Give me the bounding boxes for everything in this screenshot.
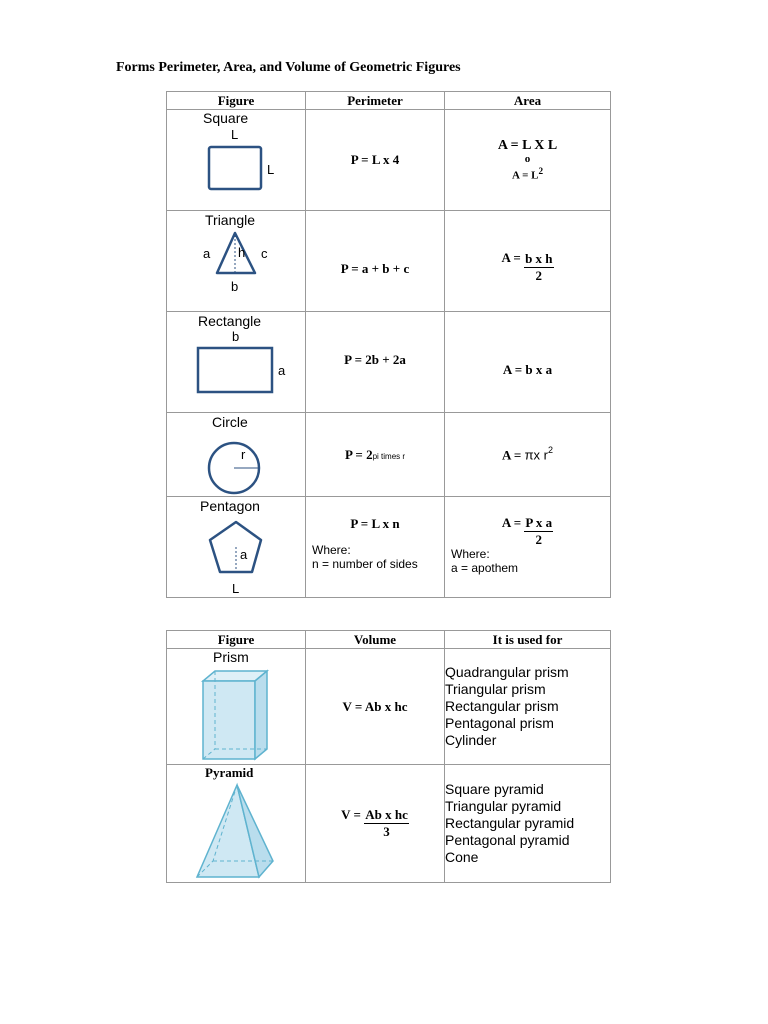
pentagon-area-fraction: [524, 515, 553, 548]
square-figure-cell: [167, 110, 306, 211]
circle-area-exponent: 2: [548, 444, 554, 455]
pentagon-perimeter-where: Where:: [312, 543, 351, 557]
prism-volume-formula: V = Ab x hc: [342, 698, 408, 714]
pyramid-volume-denominator: 3: [383, 823, 390, 839]
pentagon-name: Pentagon: [200, 498, 260, 514]
header-perimeter: Perimeter: [306, 92, 445, 110]
triangle-area-prefix: A =: [501, 250, 525, 265]
pyramid-volume-cell: [306, 765, 445, 883]
table-row-prism: [167, 649, 611, 765]
square-shape-icon: [167, 110, 306, 211]
triangle-area-numerator: b x h: [525, 251, 553, 266]
table-row-square: [167, 110, 611, 211]
pentagon-area-denominator: 2: [535, 532, 543, 547]
table-row-pentagon: [167, 497, 611, 598]
square-perimeter-cell: [306, 110, 445, 211]
table-header-row: [167, 631, 611, 649]
square-top-label: L: [231, 127, 239, 142]
list-item: Pentagonal pyramid: [445, 832, 570, 848]
circle-perimeter-small: pi times r: [372, 451, 406, 461]
triangle-label-h: h: [238, 245, 246, 260]
circle-area-cell: [445, 413, 611, 497]
triangle-perimeter-formula: P = a + b + c: [340, 261, 410, 276]
pentagon-perimeter-cell: [306, 497, 445, 598]
prism-uses-cell: [445, 649, 611, 765]
table-row-rectangle: [167, 312, 611, 413]
triangle-area-denominator: 2: [535, 268, 543, 283]
triangle-label-a: a: [203, 246, 211, 261]
pentagon-area-note: a = apothem: [451, 561, 519, 575]
circle-area-prefix: A =: [501, 447, 525, 463]
pyramid-figure-cell: [167, 765, 306, 883]
rectangle-perimeter-cell: [306, 312, 445, 413]
circle-perimeter-cell: [306, 413, 445, 497]
rectangle-label-a: a: [278, 363, 286, 378]
pyramid-volume-numerator: Ab x hc: [365, 806, 408, 822]
prism-figure-cell: [167, 649, 306, 765]
circle-area-pi: πx r: [524, 447, 548, 463]
triangle-name: Triangle: [205, 212, 256, 228]
pentagon-area-cell: [445, 497, 611, 598]
circle-name: Circle: [212, 414, 248, 430]
rectangle-area-formula: A = b x a: [502, 362, 553, 377]
list-item: Cone: [445, 849, 479, 865]
triangle-figure-cell: [167, 211, 306, 312]
rectangle-area-cell: [445, 312, 611, 413]
square-perimeter-formula: P = L x 4: [350, 152, 400, 167]
list-item: Rectangular prism: [445, 698, 559, 714]
prism-shape-icon: [167, 649, 306, 765]
pentagon-figure-cell: [167, 497, 306, 598]
square-name: Square: [203, 110, 249, 126]
pentagon-label-l: L: [232, 581, 240, 596]
circle-label-r: r: [241, 447, 246, 462]
page-title: Forms Perimeter, Area, and Volume of Geometric Figures: [116, 60, 461, 75]
table-row-triangle: [167, 211, 611, 312]
rectangle-figure-cell: [167, 312, 306, 413]
triangle-perimeter-cell: [306, 211, 445, 312]
pentagon-area-where: Where:: [451, 547, 490, 561]
pyramid-uses-cell: [445, 765, 611, 883]
circle-figure-cell: [167, 413, 306, 497]
square-area-formula: A = L X L: [497, 137, 558, 153]
circle-perimeter-formula: P = 2: [344, 446, 373, 462]
triangle-label-b: b: [231, 279, 239, 294]
list-item: Rectangular pyramid: [445, 815, 575, 831]
list-item: Triangular pyramid: [445, 798, 562, 814]
volume-table: [166, 630, 611, 883]
rectangle-perimeter-formula: P = 2b + 2a: [344, 352, 406, 367]
pyramid-name: Pyramid: [205, 765, 254, 780]
header-figure: Figure: [167, 631, 306, 649]
prism-volume-cell: [306, 649, 445, 765]
square-side-label: L: [267, 162, 275, 177]
header-figure: Figure: [167, 92, 306, 110]
triangle-shape-icon: [167, 211, 306, 312]
triangle-area-fraction: [524, 251, 553, 284]
header-volume: Volume: [306, 631, 445, 649]
circle-shape-icon: [167, 413, 306, 497]
pentagon-perimeter-note: n = number of sides: [312, 557, 418, 571]
prism-name: Prism: [213, 649, 249, 665]
list-item: Square pyramid: [445, 781, 544, 797]
pyramid-volume-fraction: [364, 807, 409, 840]
list-item: Quadrangular prism: [445, 664, 569, 680]
pentagon-area-numerator: P x a: [525, 515, 553, 530]
header-uses: It is used for: [445, 631, 611, 649]
perimeter-area-table: [166, 91, 611, 598]
square-area-alt: [445, 165, 610, 183]
pyramid-volume-prefix: V =: [341, 806, 365, 822]
list-item: Pentagonal prism: [445, 715, 554, 731]
pentagon-area-formula: [445, 515, 610, 547]
pentagon-label-a: a: [240, 547, 248, 562]
table-row-pyramid: [167, 765, 611, 883]
rectangle-name: Rectangle: [198, 313, 262, 329]
triangle-area-cell: [445, 211, 611, 312]
list-item: Triangular prism: [445, 681, 546, 697]
header-area: Area: [445, 92, 611, 110]
square-area-alt-text: A = L: [511, 169, 539, 182]
table-header-row: [167, 92, 611, 110]
list-item: Cylinder: [445, 732, 497, 748]
pentagon-area-prefix: A =: [501, 515, 525, 530]
pentagon-perimeter-formula: P = L x n: [350, 516, 400, 531]
pyramid-shape-icon: [167, 765, 306, 883]
triangle-label-c: c: [261, 246, 268, 261]
square-area-or: o: [524, 152, 531, 165]
table-row-circle: [167, 413, 611, 497]
square-area-cell: [445, 110, 611, 211]
square-area-alt-exponent: 2: [538, 165, 544, 176]
rectangle-label-b: b: [232, 329, 240, 344]
